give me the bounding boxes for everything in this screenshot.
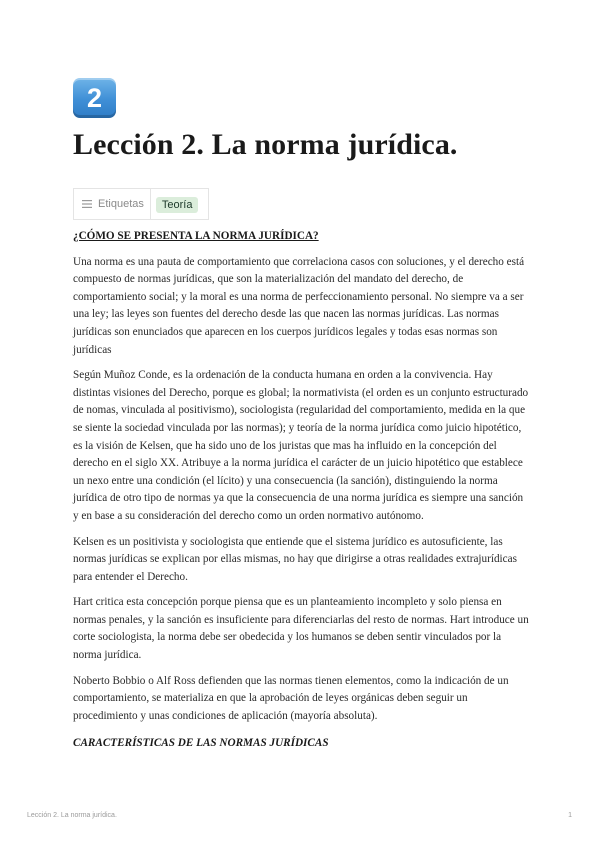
keycap-digit-two-icon — [73, 78, 116, 118]
tag-chip: Teoría — [156, 197, 199, 213]
paragraph: Hart critica esta concepción porque piensa que es un planteamiento incompleto y solo piensa en normas penales, y la sanción es insuficiente para diferenciarlas del resto de normas. Hart introduce un corte sociologista, la norma debe ser obedecida y los humanos se deben sentir vinculados por la norma jurídica. — [73, 596, 529, 662]
paragraph: Según Muñoz Conde, es la ordenación de la conducta humana en orden a la convivencia. Hay distintas visiones del Derecho, porque es global; la normativista (el orden es un conjunto estructurado de nomas, vinculada al positivismo), sociologista (regularidad del comportamiento, medida en la que se siente la sociedad vinculada por las normas); y teoría de la norma jurídica como juicio hipotético, es la visión de Kelsen, que ha sido uno de los juristas que mas ha influido en la concepción del derecho en el siglo XX. Atribuye a la norma jurídica el carácter de un juicio hipotético que establece un nexo entre una condición (el lícito) y una consecuencia (la sanción), distinguiendo la norma jurídica de otro tipo de normas ya que la consecuencia de una norma jurídica es siempre una sanción y en base a su consideración del derecho como un orden normativo autónomo. — [73, 369, 529, 522]
section-heading: ¿CÓMO SE PRESENTA LA NORMA JURÍDICA? — [73, 230, 319, 242]
page-title: Lección 2. La norma jurídica. — [73, 128, 458, 161]
page-icon-digit: 2 — [86, 82, 103, 113]
property-key-tags[interactable] — [74, 189, 151, 219]
paragraph: Una norma es una pauta de comportamiento que correlaciona casos con soluciones, y el derecho está compuesto de normas jurídicas, que son la materialización del mandato del derecho, de comportamiento social; y la moral es una norma de perfeccionamiento personal. No siempre va a ser una ley; las leyes son fuentes del derecho desde las que nacen las normas jurídicas. Las normas jurídicas son enunciados que aparecen en los cuerpos jurídicos legales y todas esas normas son jurídicas — [73, 255, 525, 356]
page-content — [73, 228, 529, 753]
subsection-heading: CARACTERÍSTICAS DE LAS NORMAS JURÍDICAS — [73, 737, 329, 750]
property-value-tags[interactable] — [151, 195, 199, 213]
footer-title: Lección 2. La norma jurídica. — [27, 812, 117, 819]
list-icon — [82, 200, 92, 208]
paragraph: Kelsen es un positivista y sociologista que entiende que el sistema jurídico es autosuficiente, las normas jurídicas se explican por ellas mismas, no hay que dirigirse a otras realidades extrajurídicas para entender el Derecho. — [73, 535, 517, 583]
paragraph: Noberto Bobbio o Alf Ross defienden que las normas tienen elementos, como la indicación de un comportamiento, se materializa en que la aprobación de leyes orgánicas deben seguir un procedimiento y unas condiciones de aplicación (mayoría absoluta). — [73, 674, 509, 722]
properties-row — [73, 188, 209, 220]
page-number: 1 — [568, 812, 572, 819]
property-label: Etiquetas — [98, 198, 144, 210]
